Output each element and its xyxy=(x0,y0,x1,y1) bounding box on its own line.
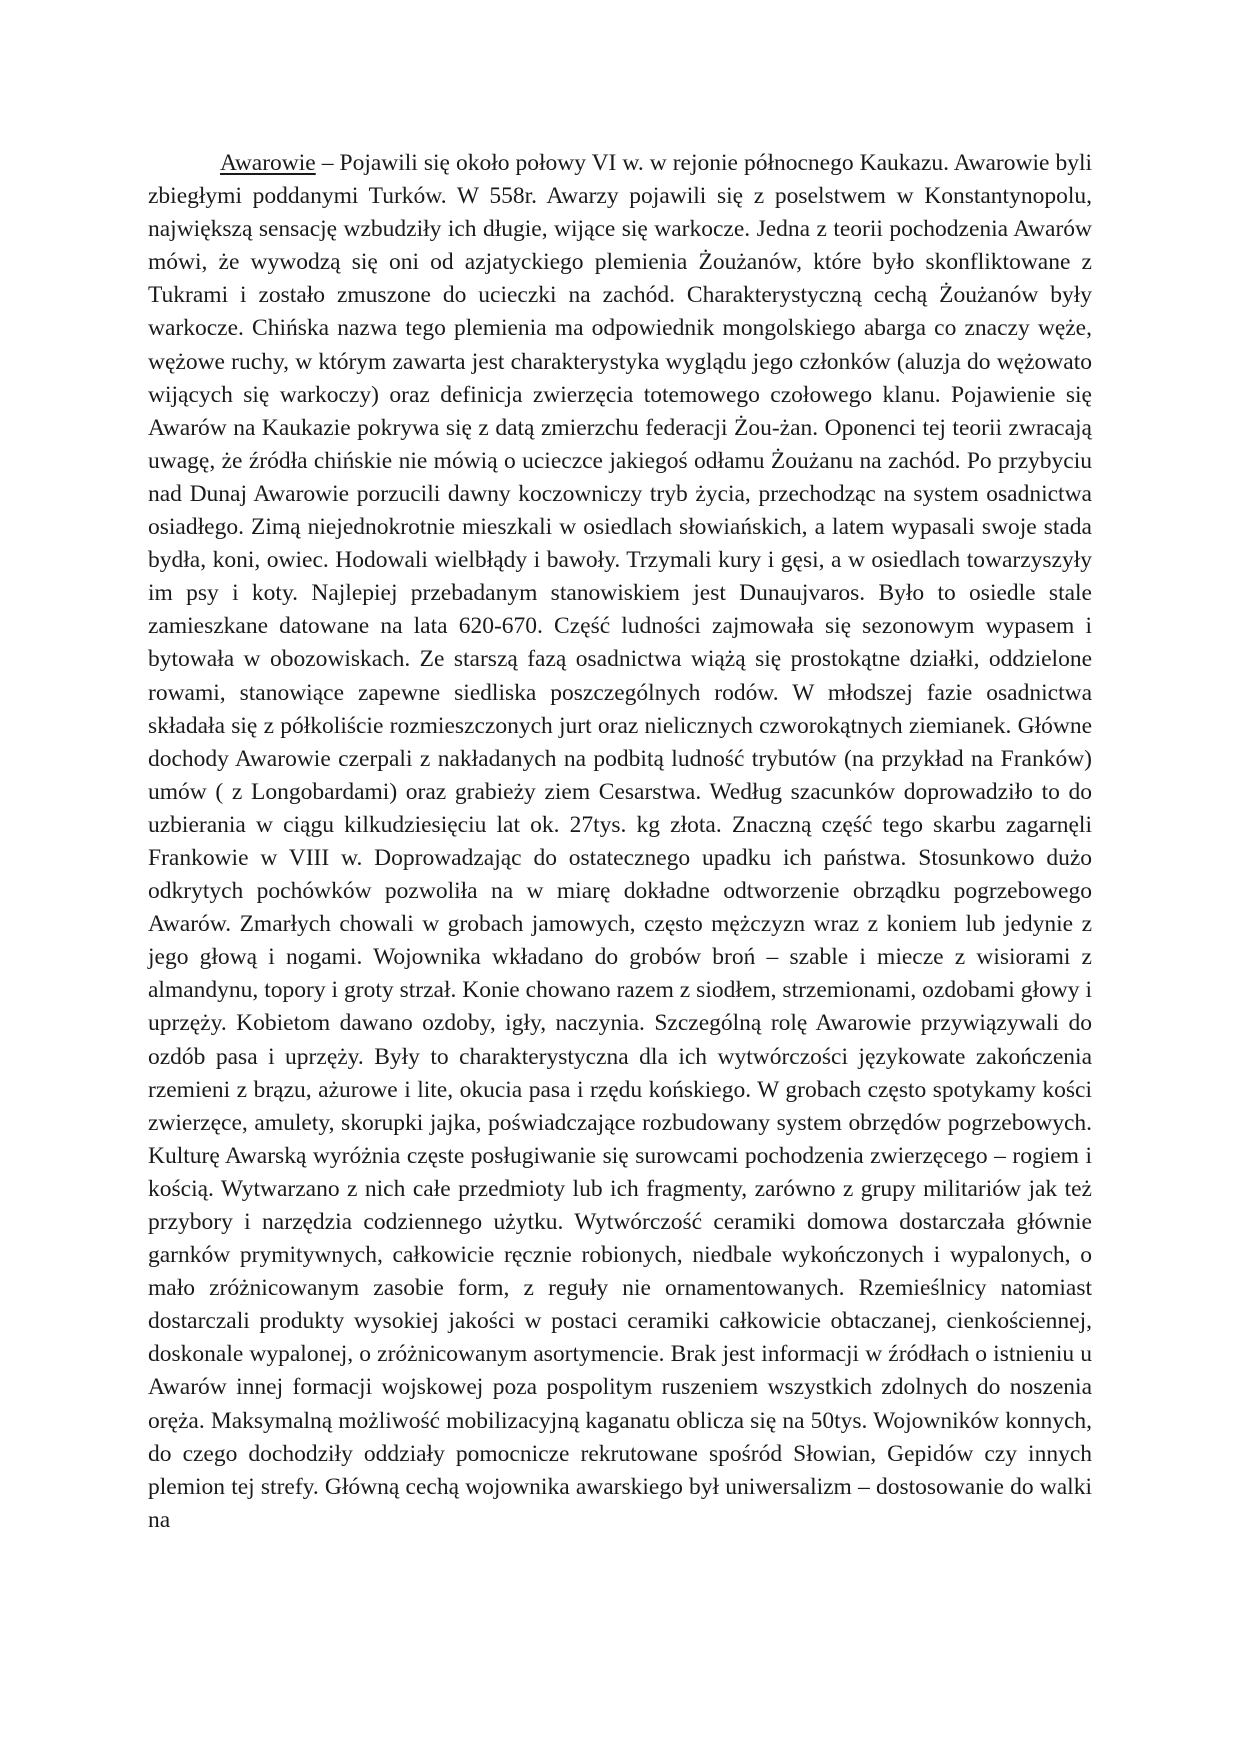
body-text: – Pojawili się około połowy VI w. w rejonie północnego Kaukazu. Awarowie byli zbiegłymi poddanymi Turków. W 558r. Awarzy pojawili się z poselstwem w Konstantynopolu, największą sensację wzbudziły ich długie, wijące się warkocze. Jedna z teorii pochodzenia Awarów mówi, że wywodzą się oni od azjatyckiego plemienia Żoużanów, które było skonfliktowane z Tukrami i zostało zmuszone do ucieczki na zachód. Charakterystyczną cechą Żoużanów były warkocze. Chińska nazwa tego plemienia ma odpowiednik mongolskiego abarga co znaczy węże, wężowe ruchy, w którym zawarta jest charakterystyka wyglądu jego członków (aluzja do wężowato wijących się warkoczy) oraz definicja zwierzęcia totemowego czołowego klanu. Pojawienie się Awarów na Kaukazie pokrywa się z datą zmierzchu federacji Żou-żan. Oponenci tej teorii zwracają uwagę, że źródła chińskie nie mówią o ucieczce jakiegoś odłamu Żoużanu na zachód. Po przybyciu nad Dunaj Awarowie porzucili dawny koczowniczy tryb życia, przechodząc na system osadnictwa osiadłego. Zimą niejednokrotnie mieszkali w osiedlach słowiańskich, a latem wypasali swoje stada bydła, koni, owiec. Hodowali wielbłądy i bawoły. Trzymali kury i gęsi, a w osiedlach towarzyszyły im psy i koty. Najlepiej przebadanym stanowiskiem jest Dunaujvaros. Było to osiedle stale zamieszkane datowane na lata 620-670. Część ludności zajmowała się sezonowym wypasem i bytowała w obozowiskach. Ze starszą fazą osadnictwa wiążą się prostokątne działki, oddzielone rowami, stanowiące zapewne siedliska poszczególnych rodów. W młodszej fazie osadnictwa składała się z półkoliście rozmieszczonych jurt oraz nielicznych czworokątnych ziemianek. Główne dochody Awarowie czerpali z nakładanych na podbitą ludność trybutów (na przykład na Franków) umów ( z Longobardami) oraz grabieży ziem Cesarstwa. Według szacunków doprowadziło to do uzbierania w ciągu kilkudziesięciu lat ok. 27tys. kg złota. Znaczną część tego skarbu zagarnęli Frankowie w VIII w. Doprowadzając do ostatecznego upadku ich państwa. Stosunkowo dużo odkrytych pochówków pozwoliła na w miarę dokładne odtworzenie obrządku pogrzebowego Awarów. Zmarłych chowali w grobach jamowych, często mężczyzn wraz z koniem lub jedynie z jego głową i nogami. Wojownika wkładano do grobów broń – szable i miecze z wisiorami z almandynu, topory i groty strzał. Konie chowano razem z siodłem, strzemionami, ozdobami głowy i uprzęży. Kobietom dawano ozdoby, igły, naczynia. Szczególną rolę Awarowie przywiązywali do ozdób pasa i uprzęży. Były to charakterystyczna dla ich wytwórczości językowate zakończenia rzemieni z brązu, ażurowe i lite, okucia pasa i rzędu końskiego. W grobach często spotykamy kości zwierzęce, amulety, skorupki jajka, poświadczające rozbudowany system obrzędów pogrzebowych. Kulturę Awarską wyróżnia częste posługiwanie się surowcami pochodzenia zwierzęcego – rogiem i kością. Wytwarzano z nich całe przedmioty lub ich fragmenty, zarówno z grupy militariów jak też przybory i narzędzia codziennego użytku. Wytwórczość ceramiki domowa dostarczała głównie garnków prymitywnych, całkowicie ręcznie robionych, niedbale wykończonych i wypalonych, o mało zróżnicowanym zasobie form, z reguły nie ornamentowanych. Rzemieślnicy natomiast dostarczali produkty wysokiej jakości w postaci ceramiki całkowicie obtaczanej, cienkościennej, doskonale wypalonej, o zróżnicowanym asortymencie. Brak jest informacji w źródłach o istnieniu u Awarów innej formacji wojskowej poza pospolitym ruszeniem wszystkich zdolnych do noszenia oręża. Maksymalną możliwość mobilizacyjną kaganatu oblicza się na 50tys. Wojowników konnych, do czego dochodziły oddziały pomocnicze rekrutowane spośród Słowian, Gepidów czy innych plemion tej strefy. Główną cechą wojownika awarskiego był uniwersalizm – dostosowanie do walki na xyxy=(148,150,1092,1533)
body-paragraph xyxy=(148,147,1092,1537)
heading-word: Awarowie xyxy=(220,150,316,176)
